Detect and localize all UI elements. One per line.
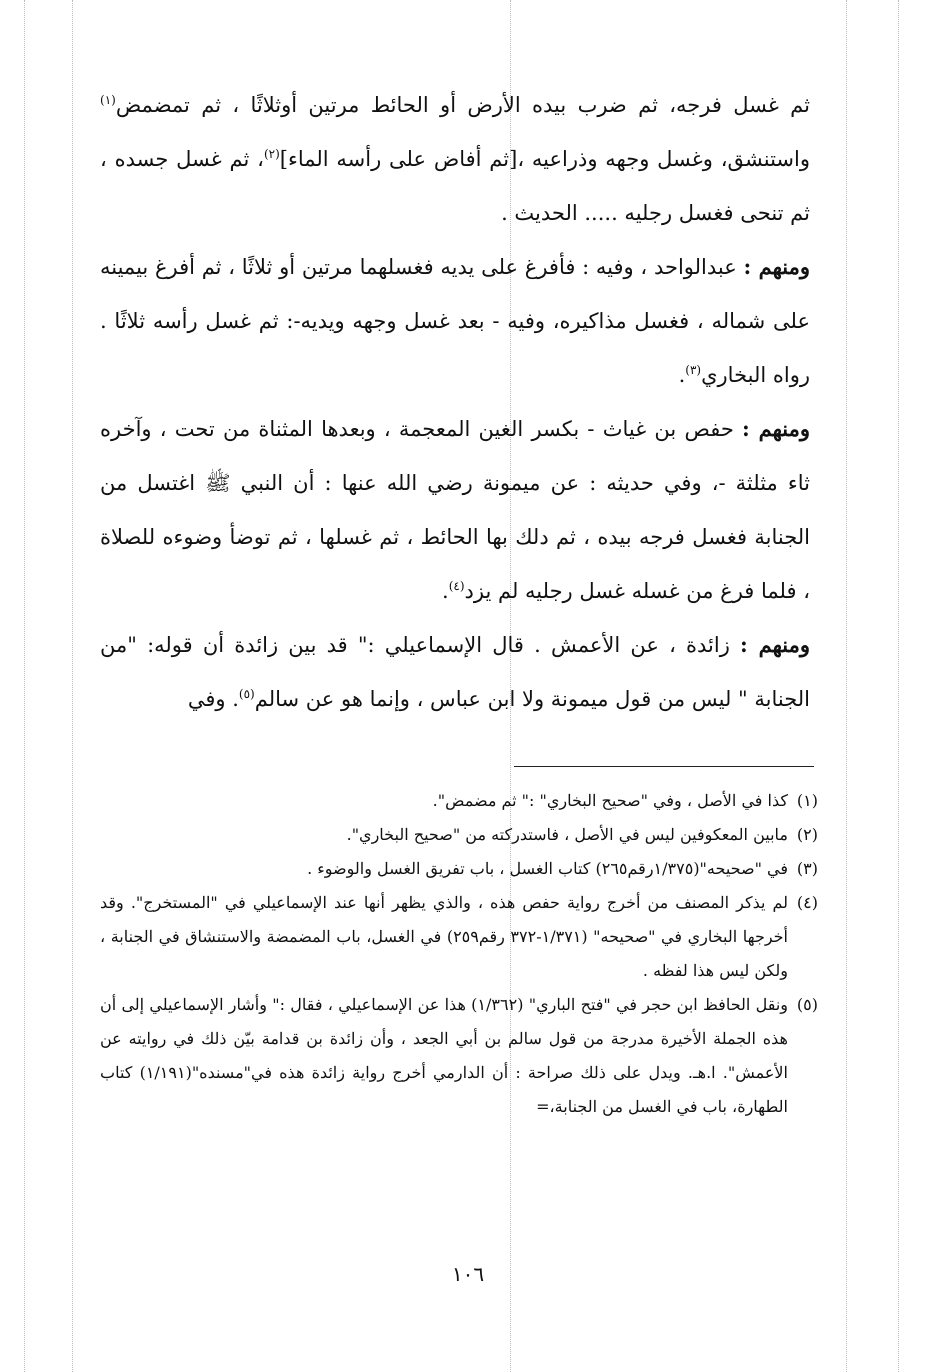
- footnote-number: (١): [796, 791, 818, 810]
- footnotes: [100, 784, 818, 1124]
- footnote-separator: [514, 766, 814, 767]
- footnote-number: (٥): [796, 995, 818, 1014]
- footnote-3: (٣) في "صحيحه"(١/٣٧٥رقم٢٦٥) كتاب الغسل ، باب تفريق الغسل والوضوء .: [100, 852, 818, 886]
- footnote-number: (٢): [796, 825, 818, 844]
- scan-dotted-line: [898, 0, 899, 1372]
- footnote-ref: (١): [100, 93, 116, 107]
- scan-dotted-line: [24, 0, 25, 1372]
- footnote-1: (١) كذا في الأصل ، وفي "صحيح البخاري" :" ثم مضمض".: [100, 784, 818, 818]
- paragraph-keyword: ومنهم :: [742, 416, 810, 441]
- footnote-ref: (٣): [685, 363, 702, 377]
- footnote-ref: (٥): [238, 687, 255, 701]
- footnote-5: (٥) ونقل الحافظ ابن حجر في "فتح الباري" (١/٣٦٢) هذا عن الإسماعيلي ، فقال :" وأشار الإسماعيلي إلى أن هذه الجملة الأخيرة مدرجة من قول سالم بن أبي الجعد ، وأن زائدة بن قدامة بيّن ذلك في روايته عن الأعمش". ا.هـ. ويدل على ذلك صراحة : أن الدارمي أخرج رواية زائدة هذه في"مسنده"(١/١٩١) كتاب الطهارة، باب في الغسل من الجنابة،=: [100, 988, 818, 1124]
- footnote-ref: (٤): [448, 579, 465, 593]
- main-text: [100, 78, 810, 726]
- footnote-ref: (٢): [263, 147, 280, 161]
- footnote-2: (٢) مابين المعكوفين ليس في الأصل ، فاستدركته من "صحيح البخاري".: [100, 818, 818, 852]
- paragraph-keyword: ومنهم :: [743, 254, 810, 279]
- paragraph-3: ومنهم : حفص بن غياث - بكسر الغين المعجمة ، وبعدها المثناة من تحت ، وآخره ثاء مثلثة -، وفي حديثه : عن ميمونة رضي الله عنها : أن النبي ﷺ اغتسل من الجنابة فغسل فرجه بيده ، ثم دلك بها الحائط ، ثم غسلها ، ثم توضأ وضوءه للصلاة ، فلما فرغ من غسله غسل رجليه لم يزد$^{(٤)}$.: [100, 416, 810, 603]
- paragraph-keyword: ومنهم :: [740, 632, 810, 657]
- footnote-number: (٤): [796, 893, 818, 912]
- scan-dotted-line: [846, 0, 847, 1372]
- footnote-4: (٤) لم يذكر المصنف من أخرج رواية حفص هذه ، والذي يظهر أنها عند الإسماعيلي في "المستخرج". وقد أخرجها البخاري في "صحيحه" (١/٣٧١-٣٧٢ رقم٢٥٩) في الغسل، باب المضمضة والاستنشاق في الجنابة ، ولكن ليس هذا لفظه .: [100, 886, 818, 988]
- paragraph-2: ومنهم : عبدالواحد ، وفيه : فأفرغ على يديه فغسلهما مرتين أو ثلاثًا ، ثم أفرغ بيمينه على شماله ، فغسل مذاكيره، وفيه - بعد غسل وجهه ويديه-: ثم غسل رأسه ثلاثًا . رواه البخاري$^{(٣)}$.: [100, 254, 810, 387]
- page-number: ١٠٦: [451, 1262, 485, 1286]
- paragraph-4: ومنهم : زائدة ، عن الأعمش . قال الإسماعيلي :" قد بين زائدة أن قوله: "من الجنابة " ليس من قول ميمونة ولا ابن عباس ، وإنما هو عن سالم$^{(٥)}$. وفي: [100, 632, 810, 711]
- paragraph-1: ثم غسل فرجه، ثم ضرب بيده الأرض أو الحائط مرتين أوثلاثًا ، ثم تمضمض$^{(١)}$ واستنشق، وغسل وجهه وذراعيه ،[ثم أفاض على رأسه الماء]$^{(٢)}$، ثم غسل جسده ، ثم تنحى فغسل رجليه ..... الحديث .: [100, 93, 810, 225]
- scan-dotted-line: [72, 0, 73, 1372]
- footnote-number: (٣): [796, 859, 818, 878]
